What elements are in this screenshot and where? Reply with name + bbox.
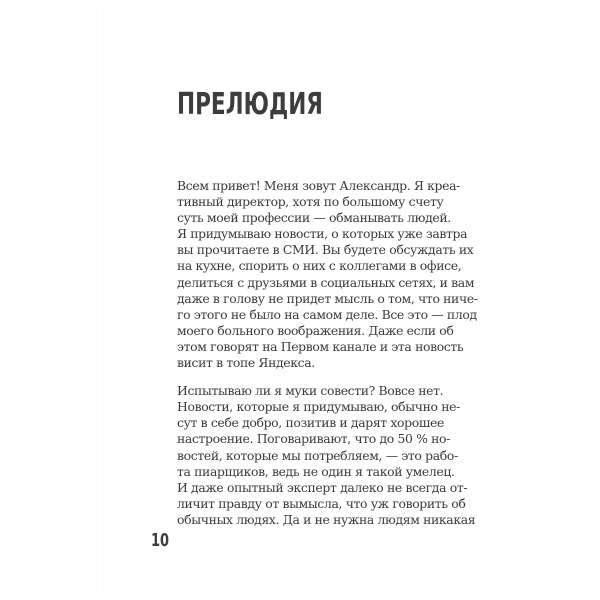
- text-line: востей, которые мы потребляем, — это рабо-: [177, 447, 458, 463]
- text-line: та пиарщиков, ведь не один я такой умелец.: [177, 463, 455, 479]
- paragraph-2: [177, 383, 476, 528]
- text-line: обычных людях. Да и не нужна людям никакая: [177, 511, 476, 527]
- body-text: [177, 178, 478, 540]
- text-line: тивный директор, хотя по большому счету: [177, 194, 444, 210]
- text-line: И даже опытный эксперт далеко не всегда от-: [177, 479, 468, 495]
- page-number: 10: [151, 530, 170, 551]
- text-line: моего больного воображения. Даже если об: [177, 322, 454, 338]
- text-line: даже в голову не придет мысль о том, что ниче-: [177, 290, 478, 306]
- text-line: настроение. Поговаривают, что до 50 % но-: [177, 431, 450, 447]
- text-line: Испытываю ли я муки совести? Вовсе нет.: [177, 383, 444, 399]
- text-line: вы прочитаете в СМИ. Вы будете обсуждать их: [177, 242, 474, 258]
- text-line: го этого не было на самом деле. Все это — плод: [177, 306, 477, 322]
- text-line: суть моей профессии — обманывать людей.: [177, 210, 451, 226]
- text-line: Новости, которые я придумываю, обычно не-: [177, 399, 460, 415]
- text-line: этом говорят на Первом канале и эта новость: [177, 338, 464, 354]
- paragraph-1: [177, 178, 478, 371]
- text-line: Всем привет! Меня зовут Александр. Я креа-: [177, 178, 460, 193]
- text-line: личит правду от вымысла, что уж говорить об: [177, 495, 466, 511]
- text-line: на кухне, спорить о них с коллегами в офисе,: [177, 258, 462, 274]
- text-line: делиться с друзьями в социальных сетях, и вам: [177, 274, 475, 290]
- text-line: висит в топе Яндекса.: [177, 355, 315, 371]
- text-line: Я придумываю новости, о которых уже завтра: [177, 226, 468, 242]
- chapter-title: ПРЕЛЮДИЯ: [177, 87, 323, 122]
- text-line: сут в себе добро, позитив и дарят хорошее: [177, 415, 444, 431]
